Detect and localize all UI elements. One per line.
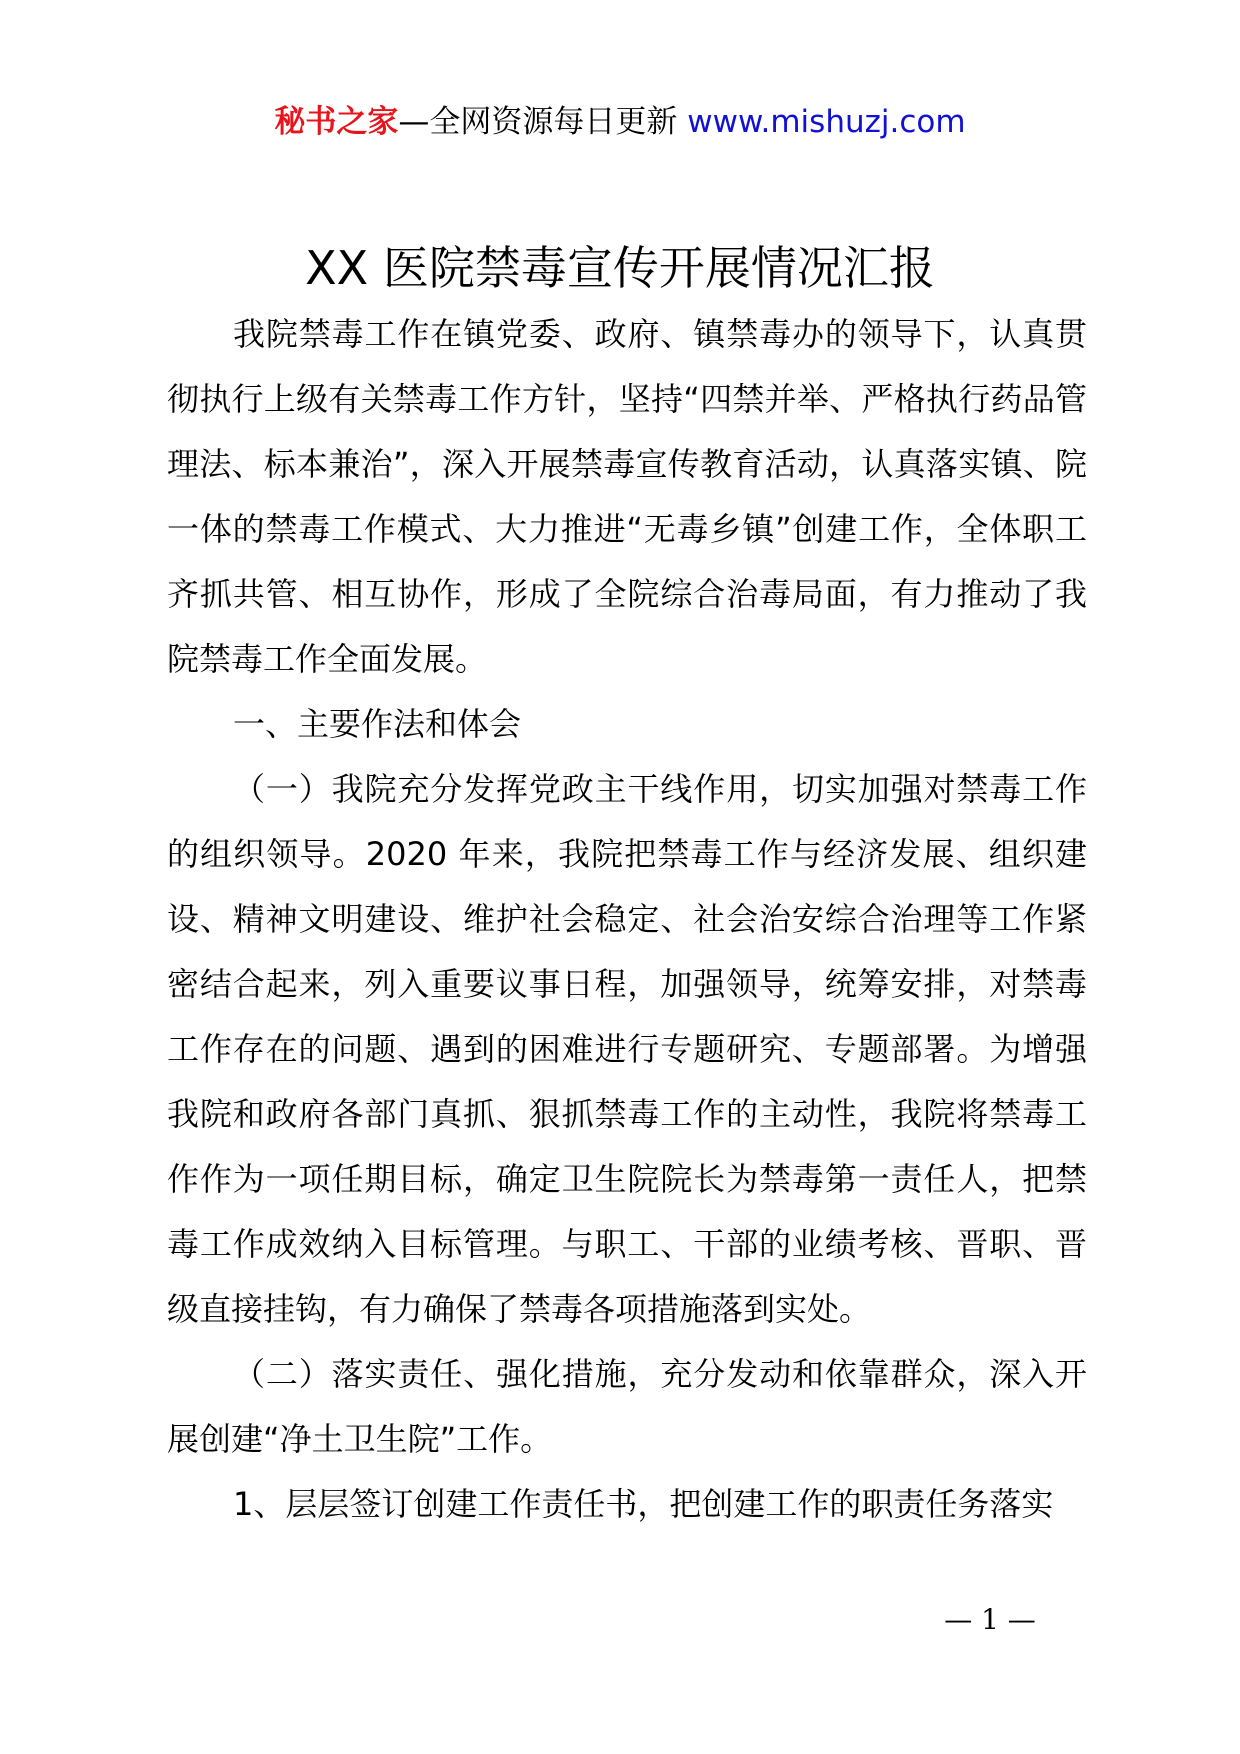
site-banner <box>0 100 1240 144</box>
subsection-2-paragraph: （二）落实责任、强化措施，充分发动和依靠群众，深入开展创建“净土卫生院”工作。 <box>167 1355 1087 1458</box>
page-number: — 1 — <box>944 1603 1036 1636</box>
subsection-1-paragraph: （一）我院充分发挥党政主干线作用，切实加强对禁毒工作的组织领导。2020 年来，我院把禁毒工作与经济发展、组织建设、精神文明建设、维护社会稳定、社会治安综合治理等工作紧密结合起来，列入重要议事日程，加强领导，统筹安排，对禁毒工作存在的问题、遇到的困难进行专题研究、专题部署。为增强我院和政府各部门真抓、狠抓禁毒工作的主动性，我院将禁毒工作作为一项任期目标，确定卫生院院长为禁毒第一责任人，把禁毒工作成效纳入目标管理。与职工、干部的业绩考核、晋职、晋级直接挂钩，有力确保了禁毒各项措施落到实处。 <box>167 770 1087 1328</box>
site-tagline: —全网资源每日更新 <box>398 104 688 140</box>
section-heading-main-practices: 一、主要作法和体会 <box>233 705 522 743</box>
site-brand-name: 秘书之家 <box>274 104 399 140</box>
site-url-link[interactable]: www.mishuzj.com <box>687 104 966 140</box>
document-title: XX 医院禁毒宣传开展情况汇报 <box>305 241 935 295</box>
intro-paragraph: 我院禁毒工作在镇党委、政府、镇禁毒办的领导下，认真贯彻执行上级有关禁毒工作方针，坚持“四禁并举、严格执行药品管理法、标本兼治”，深入开展禁毒宣传教育活动，认真落实镇、院一体的禁毒工作模式、大力推进“无毒乡镇”创建工作，全体职工齐抓共管、相互协作，形成了全院综合治毒局面，有力推动了我院禁毒工作全面发展。 <box>167 315 1087 678</box>
document-body <box>167 302 1087 1537</box>
item-1-paragraph: 1、层层签订创建工作责任书，把创建工作的职责任务落实 <box>233 1485 1054 1523</box>
